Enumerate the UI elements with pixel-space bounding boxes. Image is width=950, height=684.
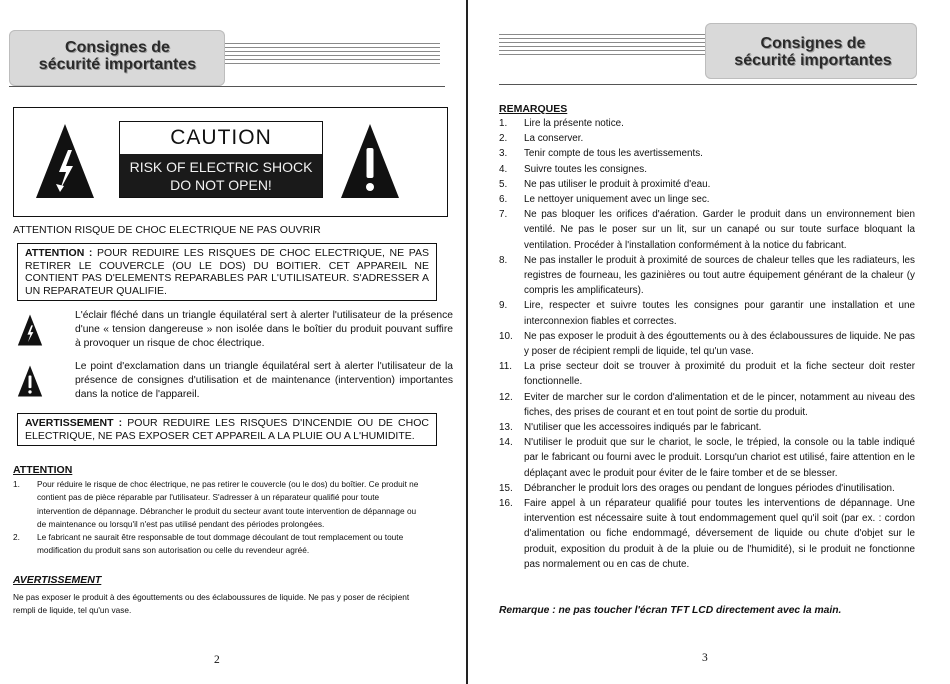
item-number: 1. xyxy=(499,118,508,129)
item-text: Le fabricant ne saurait être responsable de tout dommage découlant de tout remplacement ou toute modification du produit sans son autorisation ou celle du revendeur agréé. xyxy=(37,532,404,556)
item-number: 16. xyxy=(499,498,513,510)
avertissement-text: Ne pas exposer le produit à des égouttements ou des éclaboussures de liquide. Ne pas y poser de récipient rempli de liquide, tel qu'un vase. xyxy=(13,592,410,616)
item-text: Eviter de marcher sur le cordon d'alimentation et de le pincer, notamment au niveau des fiches, des prises de courant et en tout point de sortie du produit. xyxy=(524,391,915,418)
list-item xyxy=(499,359,915,389)
item-text: La conserver. xyxy=(524,133,584,145)
exclamation-symbol-row xyxy=(13,360,453,408)
page-number-right: 3 xyxy=(702,652,708,664)
item-number: 8. xyxy=(499,254,508,266)
list-item xyxy=(499,390,915,420)
item-number: 5. xyxy=(499,178,508,190)
item-text: Ne pas installer le produit à proximité de sources de chaleur telles que les radiateurs, les registres de fourneau, les gazinières ou tout autre équipement générant de la chaleur (y compris les amplificateurs). xyxy=(524,254,915,297)
item-text: Ne pas exposer le produit à des égouttements ou à des éclaboussures de liquide. Ne pas y poser de récipient rempli de liquide, tel qu'un vase. xyxy=(524,330,915,358)
exclamation-explanation: Le point d'exclamation dans un triangle équilatéral sert à alerter l'utilisateur de la présence de consignes d'utilisation et de maintenance (intervention) importantes dans la notice de l'appareil. xyxy=(75,361,453,400)
caution-panel xyxy=(119,121,323,198)
item-text: Le nettoyer uniquement avec un linge sec. xyxy=(524,194,710,206)
item-text: La prise secteur doit se trouver à proximité du produit et la fiche secteur doit rester fonctionnelle. xyxy=(524,361,915,388)
right-header-title xyxy=(715,35,911,69)
attention-list xyxy=(13,478,423,558)
list-item xyxy=(499,298,915,328)
left-header-rule xyxy=(9,86,445,87)
page-spine xyxy=(466,0,468,684)
caution-warning xyxy=(120,154,322,197)
list-item xyxy=(499,116,915,131)
item-number: 9. xyxy=(499,300,508,312)
item-text: Ne pas utiliser le produit à proximité d'eau. xyxy=(524,178,711,190)
remarques-title: REMARQUES xyxy=(499,103,568,115)
header-title-line2: sécurité importantes xyxy=(38,56,197,73)
attention-box xyxy=(17,243,437,301)
item-text: N'utiliser le produit que sur le chariot, le socle, le trépied, la console ou la table indiqué par le fabricant ou fourni avec le produit. Lorsqu'un chariot est utilisé, faire attention en le déplaçant avec le produit pour éviter de le faire tomber et de se blesser. xyxy=(524,437,915,479)
list-item xyxy=(499,435,915,481)
lightning-triangle-icon xyxy=(34,122,96,200)
lightning-symbol-row xyxy=(13,309,453,357)
item-text: Lire, respecter et suivre toutes les consignes pour garantir une installation et une interconnexion fiables et correctes. xyxy=(524,300,915,327)
header-title-line1: Consignes de xyxy=(65,39,170,56)
left-header-title xyxy=(20,39,215,73)
lightning-explanation: L'éclair fléché dans un triangle équilatéral sert à alerter l'utilisateur de la présence d'une « tension dangereuse » non isolée dans le boîtier du produit pouvant suffire à provoquer un risque de choc électrique. xyxy=(75,310,453,349)
right-header-stripes xyxy=(499,34,709,62)
list-item xyxy=(499,496,915,572)
list-item xyxy=(499,192,915,207)
header-title-line1: Consignes de xyxy=(760,35,866,52)
exclamation-triangle-icon xyxy=(339,122,401,200)
remarques-list xyxy=(499,116,915,572)
item-number: 15. xyxy=(499,482,513,494)
exclamation-small-icon xyxy=(17,362,43,400)
item-number: 1. xyxy=(13,479,20,489)
page-number-left: 2 xyxy=(214,654,220,666)
list-item xyxy=(499,481,915,496)
item-text: Pour réduire le risque de choc électrique, ne pas retirer le couvercle (ou le dos) du boîtier. Ce produit ne contient pas de pièce réparable par l'utilisateur. S'adresser à un réparateur qualifié pour toute intervention de dépannage. Débrancher le produit du secteur avant toute intervention de dépannage ou de maintenance ou lorsqu'il n'est pas utilisé pendant des périodes prolongées. xyxy=(37,479,419,529)
list-item xyxy=(499,131,915,146)
item-number: 11. xyxy=(499,361,512,373)
item-text: Faire appel à un réparateur qualifié pour toutes les interventions de dépannage. Une intervention est nécessaire suite à tout endommagement quel qu'il soit (par ex. : cordon d'alimentation ou fiche endommagé, déversement de liquide ou chute d'objet sur le produit, exposition du produit à de la pluie ou de l'humidité), si le produit ne fonctionne pas normalement ou en cas de chute. xyxy=(524,498,915,570)
warning-box xyxy=(17,413,437,446)
item-number: 2. xyxy=(13,532,20,543)
attention-section-title: ATTENTION xyxy=(13,464,73,476)
item-number: 13. xyxy=(499,422,513,434)
item-number: 4. xyxy=(499,163,508,175)
attention-box-label: ATTENTION : xyxy=(25,247,93,259)
list-item xyxy=(499,329,915,359)
item-number: 10. xyxy=(499,330,513,342)
list-item xyxy=(499,207,915,253)
caution-line1: RISK OF ELECTRIC SHOCK xyxy=(129,159,313,175)
left-header-stripes xyxy=(225,43,440,71)
item-number: 12. xyxy=(499,391,513,403)
item-text: Tenir compte de tous les avertissements. xyxy=(524,148,703,160)
list-item xyxy=(13,478,423,531)
remark-note: Remarque : ne pas toucher l'écran TFT LCD directement avec la main. xyxy=(499,605,842,616)
item-number: 14. xyxy=(499,437,513,449)
item-text: Suivre toutes les consignes. xyxy=(524,163,647,175)
attention-line: ATTENTION RISQUE DE CHOC ELECTRIQUE NE PAS OUVRIR xyxy=(13,224,321,236)
item-text: Débrancher le produit lors des orages ou pendant de longues périodes d'inutilisation. xyxy=(524,482,895,494)
attention-box-text: POUR REDUIRE LES RISQUES DE CHOC ELECTRIQUE, NE PAS RETIRER LE COUVERCLE (OU LE DOS) DU BOITIER. CET APPAREIL NE CONTIENT PAS D'ELEMENTS REPARABLES PAR L'UTILISATEUR. S'ADRESSER A UN REPARATEUR QUALIFIE. xyxy=(25,247,429,297)
lightning-small-icon xyxy=(17,311,43,349)
item-number: 6. xyxy=(499,194,508,206)
right-header-rule xyxy=(499,84,917,85)
warning-box-text: POUR REDUIRE LES RISQUES D'INCENDIE OU DE CHOC ELECTRIQUE, NE PAS EXPOSER CET APPAREIL A LA PLUIE OU A L'HUMIDITE. xyxy=(25,417,429,442)
list-item xyxy=(499,177,915,192)
list-item xyxy=(499,162,915,177)
item-number: 7. xyxy=(499,209,508,221)
item-text: Lire la présente notice. xyxy=(524,118,624,129)
item-text: N'utiliser que les accessoires indiqués par le fabricant. xyxy=(524,422,762,434)
avertissement-section-title: AVERTISSEMENT xyxy=(13,574,102,586)
item-number: 2. xyxy=(499,133,508,145)
caution-title: CAUTION xyxy=(120,122,322,154)
caution-line2: DO NOT OPEN! xyxy=(170,177,272,193)
caution-box xyxy=(13,107,448,217)
list-item xyxy=(13,531,423,558)
list-item xyxy=(499,253,915,299)
item-number: 3. xyxy=(499,148,508,160)
header-title-line2: sécurité importantes xyxy=(734,52,892,69)
warning-box-label: AVERTISSEMENT : xyxy=(25,417,123,429)
list-item xyxy=(499,420,915,435)
list-item xyxy=(499,146,915,161)
item-text: Ne pas bloquer les orifices d'aération. Garder le produit dans un environnement bien ventilé. Ne pas le poser sur un lit, sur un canapé ou sur toute surface bloquant la ventilation. Procéder à l'installation conformément à la notice du fabricant. xyxy=(524,209,915,251)
